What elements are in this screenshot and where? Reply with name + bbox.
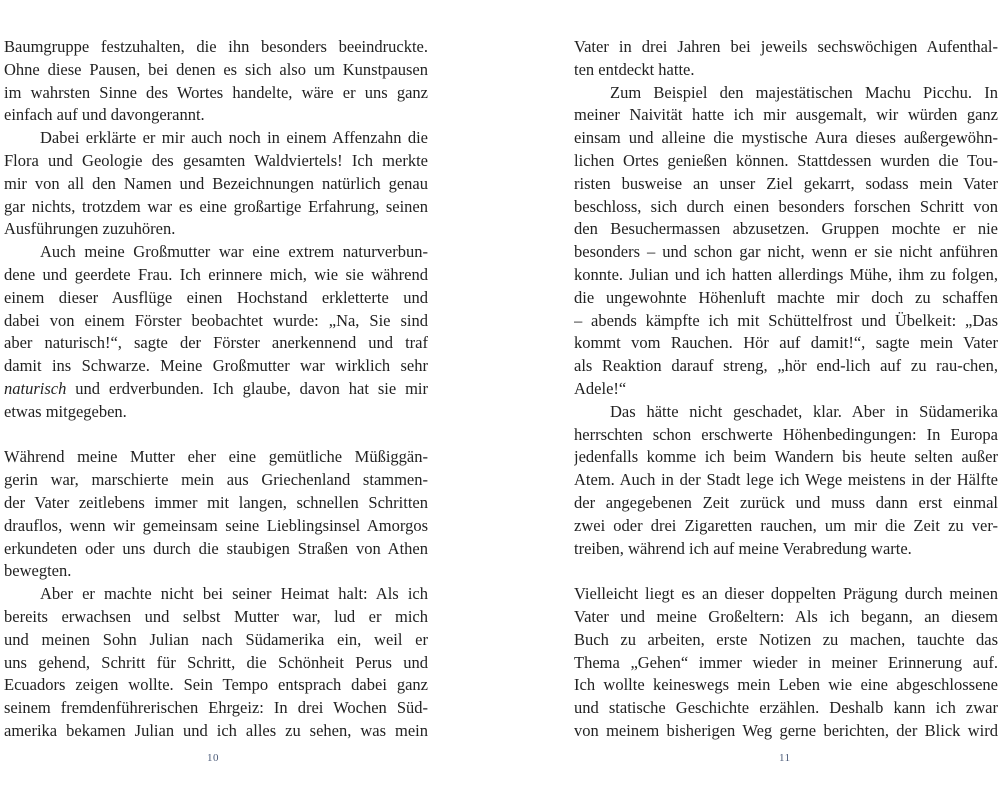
text-line: bewegten. bbox=[4, 561, 72, 581]
text-line: Aber er machte nicht bei seiner Heimat halt: Als ich bbox=[40, 584, 428, 604]
italic-word: naturisch bbox=[4, 378, 67, 398]
text-line: beschloss, sich durch einen besonders forschen Schritt von bbox=[574, 196, 998, 216]
text-line: besonders – und schon gar nicht, wenn er sie nicht anführen bbox=[574, 242, 998, 262]
text-fragment: und erdverbunden. Ich glaube, davon hat sie mir bbox=[66, 378, 428, 398]
text-line: meiner Naivität hatte ich mir ausgemalt, wir würden ganz bbox=[574, 105, 998, 125]
text-line: Das hätte nicht geschadet, klar. Aber in Südamerika bbox=[610, 401, 998, 421]
text-line: Ohne diese Pausen, bei denen es sich also um Kunstpausen bbox=[4, 59, 428, 79]
text-line: mir von all den Namen und Bezeichnungen natürlich genau bbox=[4, 173, 428, 193]
text-line: etwas mitgegeben. bbox=[4, 401, 127, 421]
text-line: Während meine Mutter eher eine gemütliche Müßiggän- bbox=[4, 447, 428, 467]
text-line: der Vater zeitlebens immer mit langen, schnellen Schritten bbox=[4, 492, 428, 512]
text-line: gar nichts, trotzdem war es eine großartige Erfahrung, seinen bbox=[4, 196, 428, 216]
text-line: Vater und meine Großeltern: Als ich begann, an diesem bbox=[574, 606, 998, 626]
text-line: Vater in drei Jahren bei jeweils sechswöchigen Aufenthal- bbox=[574, 37, 998, 56]
text-line: damit ins Schwarze. Meine Großmutter war wirklich sehr bbox=[4, 356, 428, 376]
right-page bbox=[574, 36, 998, 743]
text-line: risten busweise an unser Ziel gekarrt, sodass mein Vater bbox=[574, 173, 998, 193]
text-line bbox=[4, 378, 428, 401]
text-line: im wahrsten Sinne des Wortes handelte, wäre er uns ganz bbox=[4, 82, 428, 102]
text-line: Zum Beispiel den majestätischen Machu Picchu. In bbox=[610, 82, 998, 102]
text-line: uns gehend, Schritt für Schritt, die Schönheit Perus und bbox=[4, 652, 428, 672]
text-line: dabei von einem Förster beobachtet wurde: „Na, Sie sind bbox=[4, 310, 428, 330]
text-line: einfach auf und davongerannt. bbox=[4, 105, 205, 125]
text-line: erkundeten oder uns durch die staubigen Straßen von Athen bbox=[4, 538, 428, 558]
text-line: Ich wollte keineswegs mein Leben wie eine abgeschlossene bbox=[574, 675, 998, 695]
text-line: lichen Ortes genießen können. Stattdessen wurden die Tou- bbox=[574, 150, 998, 170]
text-line: seinem fremdenführerischen Ehrgeiz: In drei Wochen Süd- bbox=[4, 698, 428, 718]
text-line: Baumgruppe festzuhalten, die ihn besonders beeindruckte. bbox=[4, 37, 428, 56]
text-line: drauflos, wenn wir gemeinsam seine Lieblingsinsel Amorgos bbox=[4, 515, 428, 535]
text-line: Ecuadors zeigen wollte. Sein Tempo entsprach dabei ganz bbox=[4, 675, 428, 695]
text-line: aber naturisch!“, sagte der Förster anerkennend und traf bbox=[4, 333, 428, 353]
text-line: jedenfalls komme ich beim Wandern bis heute selten außer bbox=[574, 447, 998, 467]
text-line: Atem. Auch in der Stadt lege ich Wege meistens in der Hälfte bbox=[574, 470, 998, 490]
text-line: die ungewohnte Höhenluft machte mir doch zu schaffen bbox=[574, 287, 998, 307]
text-line: der angegebenen Zeit zurück und muss dann erst einmal bbox=[574, 492, 998, 512]
text-line: bereits erwachsen und selbst Mutter war, lud er mich bbox=[4, 606, 428, 626]
text-line: Vielleicht liegt es an dieser doppelten Prägung durch meinen bbox=[574, 584, 998, 604]
text-line: amerika bekamen Julian und ich alles zu sehen, was mein bbox=[4, 720, 428, 740]
left-page bbox=[4, 36, 428, 743]
text-line: zwei oder drei Zigaretten rauchen, um mir die Zeit zu ver- bbox=[574, 515, 998, 535]
text-line: Thema „Gehen“ immer wieder in meiner Erinnerung auf. bbox=[574, 652, 998, 672]
text-line: herrschten schon erschwerte Höhenbedingungen: In Europa bbox=[574, 424, 998, 444]
text-line: Flora und Geologie des gesamten Waldviertels! Ich merkte bbox=[4, 150, 428, 170]
page-number-left: 10 bbox=[207, 752, 219, 764]
text-line: einem dieser Ausflüge einen Hochstand erkletterte und bbox=[4, 287, 428, 307]
text-line: treiben, während ich auf meine Verabredung warte. bbox=[574, 538, 912, 558]
text-line: Dabei erklärte er mir auch noch in einem Affenzahn die bbox=[40, 128, 428, 148]
text-line: konnte. Julian und ich hatten allerdings Mühe, ihm zu folgen, bbox=[574, 264, 998, 284]
text-line: dene und geerdete Frau. Ich erinnere mich, wie sie während bbox=[4, 264, 428, 284]
text-line: einsam und alleine die mystische Aura dieses außergewöhn- bbox=[574, 128, 998, 148]
text-line: Auch meine Großmutter war eine extrem naturverbun- bbox=[40, 242, 428, 262]
text-line: kommt vom Rauchen. Hör auf damit!“, sagte mein Vater bbox=[574, 333, 998, 353]
text-line: ten entdeckt hatte. bbox=[574, 59, 695, 79]
text-line: Buch zu arbeiten, erste Notizen zu machen, tauchte das bbox=[574, 629, 998, 649]
text-line: und statische Geschichte erzählen. Deshalb kann ich zwar bbox=[574, 698, 998, 718]
text-line: und meinen Sohn Julian nach Südamerika ein, weil er bbox=[4, 629, 428, 649]
text-line: Ausführungen zuzuhören. bbox=[4, 219, 176, 239]
text-line: von meinem bisherigen Weg gerne berichten, der Blick wird bbox=[574, 720, 998, 740]
text-line: Adele!“ bbox=[574, 378, 627, 398]
page-number-right: 11 bbox=[779, 752, 791, 764]
text-line: den Besuchermassen abzusetzen. Gruppen mochte er nie bbox=[574, 219, 998, 239]
text-line: als Reaktion darauf streng, „hör end-lich auf zu rau-chen, bbox=[574, 356, 998, 376]
text-line: gerin war, marschierte mein aus Griechenland stammen- bbox=[4, 470, 428, 490]
text-line: – abends kämpfte ich mit Schüttelfrost und Übelkeit: „Das bbox=[574, 310, 998, 330]
